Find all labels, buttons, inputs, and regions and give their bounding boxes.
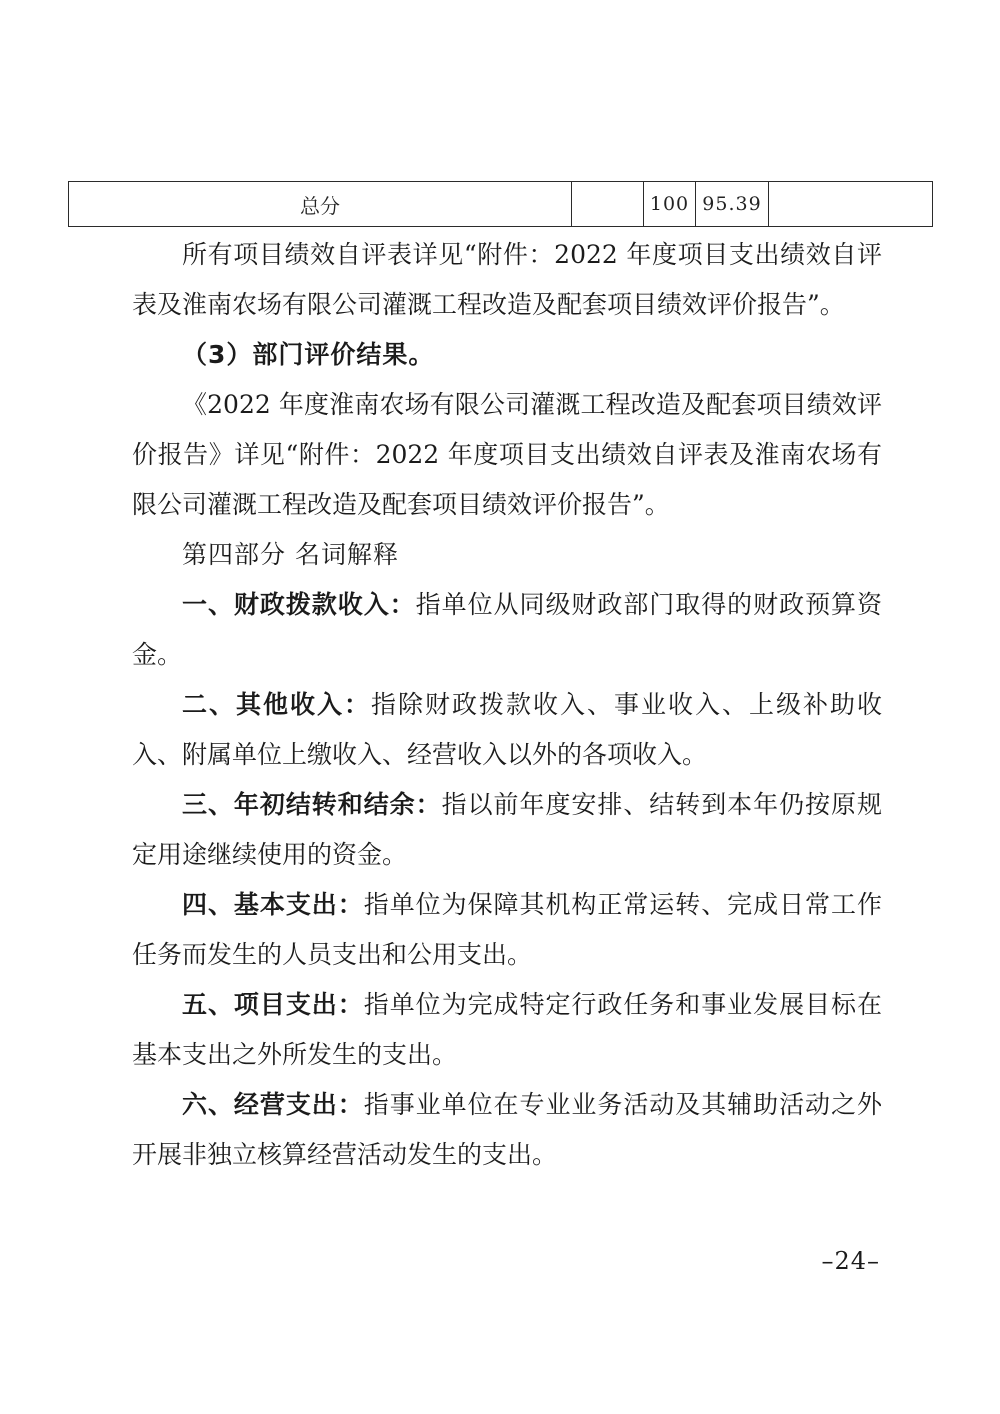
term-item xyxy=(132,680,882,780)
term-body: 指单位为保障其机构正常运转、完成日常工作任务而发生的人员支出和公用支出。 xyxy=(132,890,882,969)
heading-part-4-glossary: 第四部分 名词解释 xyxy=(182,540,399,569)
content-area xyxy=(132,230,882,1180)
term-body: 指以前年度安排、结转到本年仍按原规定用途继续使用的资金。 xyxy=(132,790,882,869)
score-summary-table xyxy=(68,181,933,227)
heading-department-evaluation-result: （3）部门评价结果。 xyxy=(182,340,435,369)
term-body: 指事业单位在专业业务活动及其辅助活动之外开展非独立核算经营活动发生的支出。 xyxy=(132,1090,882,1169)
term-lead: 五、项目支出： xyxy=(182,990,364,1019)
term-body: 指单位从同级财政部门取得的财政预算资金。 xyxy=(132,590,882,669)
actual-score-cell: 95.39 xyxy=(696,182,769,227)
term-lead: 四、基本支出： xyxy=(182,890,364,919)
term-lead: 二、其他收入： xyxy=(182,690,371,719)
term-lead: 六、经营支出： xyxy=(182,1090,364,1119)
term-lead: 一、财政拨款收入： xyxy=(182,590,416,619)
page-number: –24– xyxy=(821,1247,880,1275)
empty-cell-1 xyxy=(572,182,644,227)
paragraph-evaluation-report: 《2022 年度淮南农场有限公司灌溉工程改造及配套项目绩效评价报告》详见“附件：2022 年度项目支出绩效自评表及淮南农场有限公司灌溉工程改造及配套项目绩效评价报告”。 xyxy=(132,390,882,519)
term-body: 指单位为完成特定行政任务和事业发展目标在基本支出之外所发生的支出。 xyxy=(132,990,882,1069)
term-item xyxy=(132,580,882,680)
term-item xyxy=(132,1080,882,1180)
term-body: 指除财政拨款收入、事业收入、上级补助收入、附属单位上缴收入、经营收入以外的各项收入。 xyxy=(132,690,882,769)
table-row-total xyxy=(69,182,933,227)
term-item xyxy=(132,780,882,880)
term-lead: 三、年初结转和结余： xyxy=(182,790,442,819)
max-score-cell: 100 xyxy=(644,182,696,227)
empty-cell-2 xyxy=(769,182,933,227)
paragraph-attachment-note: 所有项目绩效自评表详见“附件：2022 年度项目支出绩效自评表及淮南农场有限公司灌溉工程改造及配套项目绩效评价报告”。 xyxy=(132,240,882,319)
term-item xyxy=(132,880,882,980)
total-label-cell: 总分 xyxy=(69,182,572,227)
term-item xyxy=(132,980,882,1080)
